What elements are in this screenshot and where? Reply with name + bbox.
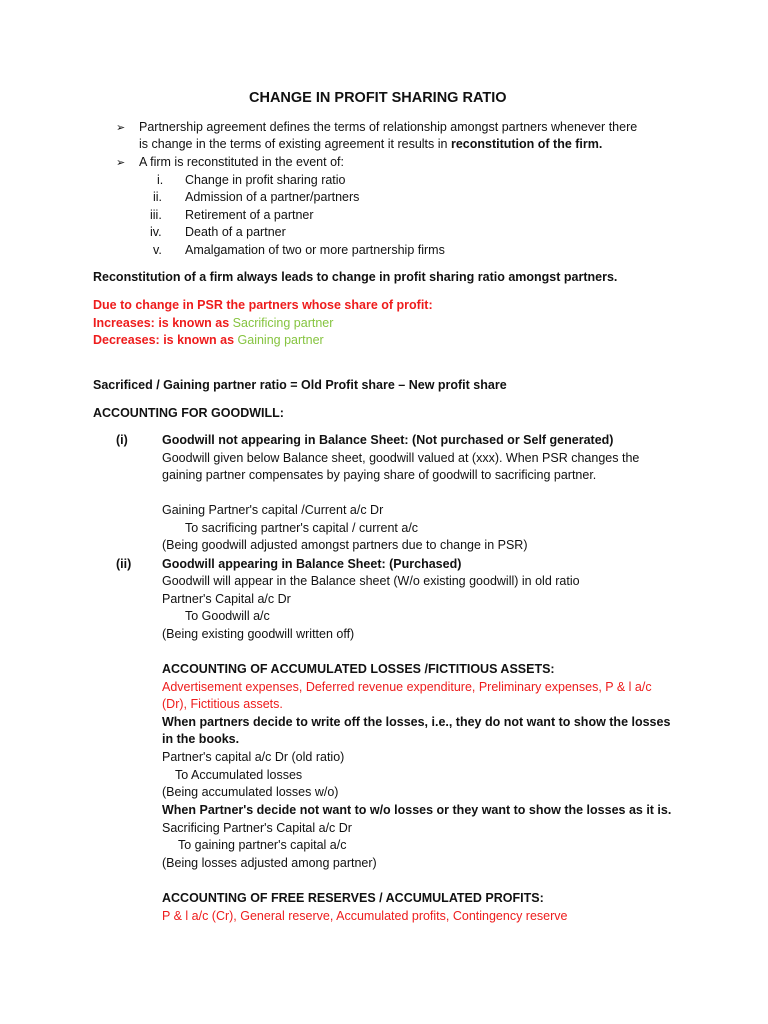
journal-entry-credit: To Goodwill a/c xyxy=(185,609,270,623)
journal-entry-debit: Sacrificing Partner's Capital a/c Dr xyxy=(162,821,352,835)
losses-writeoff-condition-continued: in the books. xyxy=(162,732,240,746)
bullet-text-continued: is change in the terms of existing agreement it results in reconstitution of the firm. xyxy=(139,137,603,151)
journal-entry-credit: To Accumulated losses xyxy=(175,768,303,782)
journal-entry-credit: To gaining partner's capital a/c xyxy=(178,838,347,852)
paragraph-line: Goodwill will appear in the Balance sheet (W/o existing goodwill) in old ratio xyxy=(162,574,580,588)
arrow-bullet-icon: ➢ xyxy=(116,122,126,134)
journal-entry-debit: Partner's capital a/c Dr (old ratio) xyxy=(162,750,345,764)
losses-items-continued: (Dr), Fictitious assets. xyxy=(162,697,283,711)
section-number: (ii) xyxy=(116,557,132,571)
reserves-items: P & l a/c (Cr), General reserve, Accumulated profits, Contingency reserve xyxy=(162,909,568,923)
reconstitution-emphasis: reconstitution of the firm. xyxy=(450,137,603,151)
bullet-text: A firm is reconstituted in the event of: xyxy=(139,155,344,169)
list-item: Death of a partner xyxy=(185,225,286,239)
reserves-heading: ACCOUNTING OF FREE RESERVES / ACCUMULATED PROFITS: xyxy=(162,891,544,905)
journal-narration: (Being existing goodwill written off) xyxy=(162,627,355,641)
section-number: (i) xyxy=(116,433,128,447)
list-number: i. xyxy=(157,173,164,187)
losses-items: Advertisement expenses, Deferred revenue expenditure, Preliminary expenses, P & l a/c xyxy=(162,680,652,694)
psr-heading: Due to change in PSR the partners whose share of profit: xyxy=(93,298,433,312)
journal-narration: (Being losses adjusted among partner) xyxy=(162,856,377,870)
paragraph-line: gaining partner compensates by paying share of goodwill to sacrificing partner. xyxy=(162,468,597,482)
reconstitution-note: Reconstitution of a firm always leads to change in profit sharing ratio amongst partners. xyxy=(93,270,618,284)
list-number: iv. xyxy=(150,225,162,239)
list-number: ii. xyxy=(153,190,163,204)
losses-heading: ACCOUNTING OF ACCUMULATED LOSSES /FICTITIOUS ASSETS: xyxy=(162,662,555,676)
paragraph-line: Goodwill given below Balance sheet, goodwill valued at (xxx). When PSR changes the xyxy=(162,451,640,465)
losses-writeoff-condition: When partners decide to write off the losses, i.e., they do not want to show the losses xyxy=(162,715,671,729)
list-item: Amalgamation of two or more partnership firms xyxy=(185,243,445,257)
journal-entry-debit: Partner's Capital a/c Dr xyxy=(162,592,291,606)
list-number: v. xyxy=(153,243,162,257)
arrow-bullet-icon: ➢ xyxy=(116,157,126,169)
bullet-text: Partnership agreement defines the terms of relationship amongst partners whenever there xyxy=(139,120,638,134)
journal-entry-credit: To sacrificing partner's capital / current a/c xyxy=(185,521,419,535)
psr-increase: Increases: is known as Sacrificing partner xyxy=(93,316,334,330)
sacrificing-partner-label: Sacrificing partner xyxy=(232,316,334,330)
journal-narration: (Being accumulated losses w/o) xyxy=(162,785,339,799)
goodwill-ii-heading: Goodwill appearing in Balance Sheet: (Purchased) xyxy=(162,557,462,571)
list-item: Retirement of a partner xyxy=(185,208,314,222)
journal-entry-debit: Gaining Partner's capital /Current a/c Dr xyxy=(162,503,384,517)
psr-decrease: Decreases: is known as Gaining partner xyxy=(93,333,324,347)
list-item: Change in profit sharing ratio xyxy=(185,173,346,187)
journal-narration: (Being goodwill adjusted amongst partners due to change in PSR) xyxy=(162,538,528,552)
ratio-formula: Sacrificed / Gaining partner ratio = Old Profit share – New profit share xyxy=(93,378,507,392)
goodwill-i-heading: Goodwill not appearing in Balance Sheet: (Not purchased or Self generated) xyxy=(162,433,614,447)
gaining-partner-label: Gaining partner xyxy=(237,333,324,347)
losses-retain-condition: When Partner's decide not want to w/o losses or they want to show the losses as it is. xyxy=(162,803,672,817)
page-title: CHANGE IN PROFIT SHARING RATIO xyxy=(249,90,507,106)
list-item: Admission of a partner/partners xyxy=(185,190,360,204)
list-number: iii. xyxy=(150,208,162,222)
goodwill-heading: ACCOUNTING FOR GOODWILL: xyxy=(93,406,284,420)
